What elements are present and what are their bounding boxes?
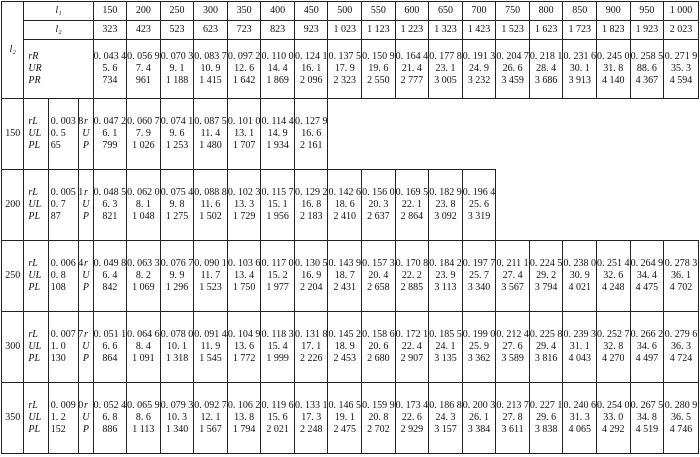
block-value-cell: 0. 052 4 6. 8 886 (93, 383, 127, 454)
block-value-cell: 0. 119 6 15. 6 2 021 (261, 383, 295, 454)
block-value-cell: 0. 211 1 27. 4 3 567 (496, 241, 530, 312)
block-value-cell: 0. 076 7 9. 9 1 296 (160, 241, 194, 312)
block-value-cell: 0. 146 5 19. 1 2 475 (328, 383, 362, 454)
block-value-cell: 0. 060 7 7. 9 1 026 (127, 99, 161, 170)
corner-l2-label: l₂ (2, 2, 24, 99)
block-value-cell: 0. 199 0 25. 9 3 362 (462, 312, 496, 383)
l2-value-cell: 423 (127, 21, 161, 40)
r-value-cell: 0. 097 2 12. 6 1 642 (227, 40, 261, 99)
empty-cell (529, 170, 563, 241)
r-value-cell: 0. 204 7 26. 6 3 459 (496, 40, 530, 99)
block-value-cell: 0. 103 6 13. 4 1 750 (227, 241, 261, 312)
block-l2-value: 250 (2, 241, 24, 312)
block-value-cell: 0. 172 1 22. 4 2 907 (395, 312, 429, 383)
block-value-cell: 0. 079 3 10. 3 1 340 (160, 383, 194, 454)
r-value-cell: 0. 177 8 23. 1 3 005 (429, 40, 463, 99)
block-mid-labels: r U P (79, 241, 93, 312)
l2-value-cell: 523 (160, 21, 194, 40)
block-mid-labels: r U P (79, 312, 93, 383)
block-left-labels: rL UL PL (24, 383, 48, 454)
r-value-cell: 0. 218 1 28. 4 3 686 (529, 40, 563, 99)
block-value-cell: 0. 063 3 8. 2 1 069 (127, 241, 161, 312)
r-value-cell: 0. 258 5 88. 6 4 367 (630, 40, 664, 99)
l1-value-cell: 1 000 (664, 2, 699, 21)
block-value-cell: 0. 064 6 8. 4 1 091 (127, 312, 161, 383)
r-row-labels: rR UR PR (24, 40, 93, 99)
block-value-cell: 0. 127 9 16. 6 2 161 (294, 99, 328, 170)
empty-cell (630, 170, 664, 241)
empty-cell (462, 99, 496, 170)
l1-value-cell: 800 (529, 2, 563, 21)
block-value-cell: 0. 279 6 36. 3 4 724 (664, 312, 699, 383)
block-left-values: 0. 006 4 0. 8 108 (48, 241, 79, 312)
block-value-cell: 0. 106 2 13. 8 1 794 (227, 383, 261, 454)
l1-value-cell: 950 (630, 2, 664, 21)
empty-cell (362, 99, 396, 170)
block-value-cell: 0. 159 9 20. 8 2 702 (362, 383, 396, 454)
block-value-cell: 0. 156 0 20. 3 2 637 (362, 170, 396, 241)
r-value-cell: 0. 110 0 14. 4 1 869 (261, 40, 295, 99)
block-value-cell: 0. 129 2 16. 8 2 183 (294, 170, 328, 241)
block-value-cell: 0. 078 0 10. 1 1 318 (160, 312, 194, 383)
empty-cell (328, 99, 362, 170)
header-row-l1 (2, 2, 699, 21)
block-value-cell: 0. 200 3 26. 1 3 384 (462, 383, 496, 454)
block-value-cell: 0. 266 2 34. 6 4 497 (630, 312, 664, 383)
r-value-cell: 0. 083 7 10. 9 1 415 (194, 40, 228, 99)
l1-value-cell: 250 (160, 2, 194, 21)
l1-value-cell: 350 (227, 2, 261, 21)
l2-value-cell: 1 923 (630, 21, 664, 40)
block-row-150 (2, 99, 699, 170)
l2-value-cell: 1 523 (496, 21, 530, 40)
l2-value-cell: 923 (294, 21, 328, 40)
l2-value-cell: 723 (227, 21, 261, 40)
empty-cell (664, 99, 699, 170)
data-table-sheet (1, 1, 699, 456)
block-value-cell: 0. 157 3 20. 4 2 658 (362, 241, 396, 312)
block-value-cell: 0. 104 9 13. 6 1 772 (227, 312, 261, 383)
block-value-cell: 0. 143 9 18. 7 2 431 (328, 241, 362, 312)
r-value-cell: 0. 191 3 24. 9 3 232 (462, 40, 496, 99)
r-value-cell: 0. 164 4 21. 4 2 777 (395, 40, 429, 99)
block-value-cell: 0. 252 7 32. 8 4 270 (596, 312, 630, 383)
l1-value-cell: 650 (429, 2, 463, 21)
l2-value-cell: 1 323 (429, 21, 463, 40)
block-left-values: 0. 005 1 0. 7 87 (48, 170, 79, 241)
block-value-cell: 0. 065 9 8. 6 1 113 (127, 383, 161, 454)
l2-value-cell: 1 723 (563, 21, 597, 40)
block-value-cell: 0. 213 7 27. 8 3 611 (496, 383, 530, 454)
block-value-cell: 0. 048 5 6. 3 821 (93, 170, 127, 241)
block-value-cell: 0. 173 4 22. 6 2 929 (395, 383, 429, 454)
block-value-cell: 0. 092 7 12. 1 1 567 (194, 383, 228, 454)
block-value-cell: 0. 145 2 18. 9 2 453 (328, 312, 362, 383)
l1-value-cell: 150 (93, 2, 127, 21)
block-left-values: 0. 009 0 1. 2 152 (48, 383, 79, 454)
block-value-cell: 0. 047 2 6. 1 799 (93, 99, 127, 170)
block-row-250 (2, 241, 699, 312)
empty-cell (563, 99, 597, 170)
empty-cell (596, 99, 630, 170)
r-value-cell: 0. 043 4 5. 6 734 (93, 40, 127, 99)
block-mid-labels: r U P (79, 383, 93, 454)
block-value-cell: 0. 131 8 17. 1 2 226 (294, 312, 328, 383)
block-left-values: 0. 007 7 1. 0 130 (48, 312, 79, 383)
empty-cell (395, 99, 429, 170)
block-value-cell: 0. 238 0 30. 9 4 021 (563, 241, 597, 312)
l2-value-cell: 1 223 (395, 21, 429, 40)
l1-value-cell: 400 (261, 2, 295, 21)
block-value-cell: 0. 088 8 11. 6 1 502 (194, 170, 228, 241)
l2-value-cell: 1 123 (362, 21, 396, 40)
empty-cell (664, 170, 699, 241)
block-value-cell: 0. 169 5 22. 1 2 864 (395, 170, 429, 241)
l1-value-cell: 850 (563, 2, 597, 21)
r-value-cell: 0. 150 9 19. 6 2 550 (362, 40, 396, 99)
l1-value-cell: 300 (194, 2, 228, 21)
block-value-cell: 0. 186 8 24. 3 3 157 (429, 383, 463, 454)
block-row-300 (2, 312, 699, 383)
block-value-cell: 0. 254 0 33. 0 4 292 (596, 383, 630, 454)
l2-value-cell: 823 (261, 21, 295, 40)
block-left-values: 0. 003 8 0. 5 65 (48, 99, 79, 170)
r-values-row (2, 40, 699, 99)
l2-value-cell: 1 023 (328, 21, 362, 40)
block-value-cell: 0. 227 1 29. 6 3 838 (529, 383, 563, 454)
block-value-cell: 0. 240 6 31. 3 4 065 (563, 383, 597, 454)
l1-value-cell: 200 (127, 2, 161, 21)
block-value-cell: 0. 224 5 29. 2 3 794 (529, 241, 563, 312)
block-value-cell: 0. 090 1 11. 7 1 523 (194, 241, 228, 312)
block-value-cell: 0. 074 1 9. 6 1 253 (160, 99, 194, 170)
block-left-labels: rL UL PL (24, 99, 48, 170)
l2-value-cell: 623 (194, 21, 228, 40)
block-value-cell: 0. 280 9 36. 5 4 746 (664, 383, 699, 454)
block-value-cell: 0. 278 3 36. 1 4 702 (664, 241, 699, 312)
block-mid-labels: r U P (79, 170, 93, 241)
block-left-labels: rL UL PL (24, 241, 48, 312)
l2-value-cell: 323 (93, 21, 127, 40)
block-value-cell: 0. 133 1 17. 3 2 248 (294, 383, 328, 454)
block-value-cell: 0. 117 0 15. 2 1 977 (261, 241, 295, 312)
block-l2-value: 150 (2, 99, 24, 170)
empty-cell (563, 170, 597, 241)
l1-value-cell: 600 (395, 2, 429, 21)
empty-cell (496, 170, 530, 241)
block-left-labels: rL UL PL (24, 170, 48, 241)
block-value-cell: 0. 182 9 23. 8 3 092 (429, 170, 463, 241)
header-row-l2 (2, 21, 699, 40)
l1-header-label: l₁ (24, 2, 93, 21)
block-value-cell: 0. 196 4 25. 6 3 319 (462, 170, 496, 241)
block-l2-value: 300 (2, 312, 24, 383)
l1-value-cell: 700 (462, 2, 496, 21)
l2-value-cell: 1 423 (462, 21, 496, 40)
block-value-cell: 0. 051 1 6. 6 864 (93, 312, 127, 383)
block-value-cell: 0. 115 7 15. 1 1 956 (261, 170, 295, 241)
r-value-cell: 0. 124 1 16. 1 2 096 (294, 40, 328, 99)
block-value-cell: 0. 049 8 6. 4 842 (93, 241, 127, 312)
block-value-cell: 0. 087 5 11. 4 1 480 (194, 99, 228, 170)
block-l2-value: 350 (2, 383, 24, 454)
r-value-cell: 0. 231 6 30. 1 3 913 (563, 40, 597, 99)
empty-cell (429, 99, 463, 170)
block-value-cell: 0. 062 0 8. 1 1 048 (127, 170, 161, 241)
block-value-cell: 0. 170 8 22. 2 2 885 (395, 241, 429, 312)
r-value-cell: 0. 245 0 31. 8 4 140 (596, 40, 630, 99)
block-value-cell: 0. 130 5 16. 9 2 204 (294, 241, 328, 312)
l2-value-cell: 2 023 (664, 21, 699, 40)
empty-cell (596, 170, 630, 241)
l1-value-cell: 500 (328, 2, 362, 21)
l2-value-cell: 1 623 (529, 21, 563, 40)
r-value-cell: 0. 070 3 9. 1 1 188 (160, 40, 194, 99)
block-left-labels: rL UL PL (24, 312, 48, 383)
l2-header-label: l₂ (24, 21, 93, 40)
l2-value-cell: 1 823 (596, 21, 630, 40)
r-value-cell: 0. 137 5 17. 9 2 323 (328, 40, 362, 99)
block-value-cell: 0. 184 2 23. 9 3 113 (429, 241, 463, 312)
block-value-cell: 0. 251 4 32. 6 4 248 (596, 241, 630, 312)
l1-value-cell: 550 (362, 2, 396, 21)
l1-value-cell: 750 (496, 2, 530, 21)
block-value-cell: 0. 225 8 29. 4 3 816 (529, 312, 563, 383)
block-value-cell: 0. 239 3 31. 1 4 043 (563, 312, 597, 383)
block-value-cell: 0. 212 4 27. 6 3 589 (496, 312, 530, 383)
empty-cell (630, 99, 664, 170)
block-value-cell: 0. 197 7 25. 7 3 340 (462, 241, 496, 312)
block-value-cell: 0. 185 5 24. 1 3 135 (429, 312, 463, 383)
l1-value-cell: 900 (596, 2, 630, 21)
empty-cell (529, 99, 563, 170)
block-value-cell: 0. 075 4 9. 8 1 275 (160, 170, 194, 241)
r-value-cell: 0. 056 9 7. 4 961 (127, 40, 161, 99)
block-row-350 (2, 383, 699, 454)
l1-value-cell: 450 (294, 2, 328, 21)
block-value-cell: 0. 118 3 15. 4 1 999 (261, 312, 295, 383)
block-value-cell: 0. 158 6 20. 6 2 680 (362, 312, 396, 383)
data-table (1, 1, 699, 454)
block-mid-labels: r U P (79, 99, 93, 170)
block-value-cell: 0. 101 0 13. 1 1 707 (227, 99, 261, 170)
block-value-cell: 0. 114 4 14. 9 1 934 (261, 99, 295, 170)
empty-cell (496, 99, 530, 170)
block-value-cell: 0. 267 5 34. 8 4 519 (630, 383, 664, 454)
block-value-cell: 0. 102 3 13. 3 1 729 (227, 170, 261, 241)
block-value-cell: 0. 091 4 11. 9 1 545 (194, 312, 228, 383)
block-value-cell: 0. 142 6 18. 6 2 410 (328, 170, 362, 241)
block-l2-value: 200 (2, 170, 24, 241)
r-value-cell: 0. 271 9 35. 3 4 594 (664, 40, 699, 99)
block-value-cell: 0. 264 9 34. 4 4 475 (630, 241, 664, 312)
block-row-200 (2, 170, 699, 241)
